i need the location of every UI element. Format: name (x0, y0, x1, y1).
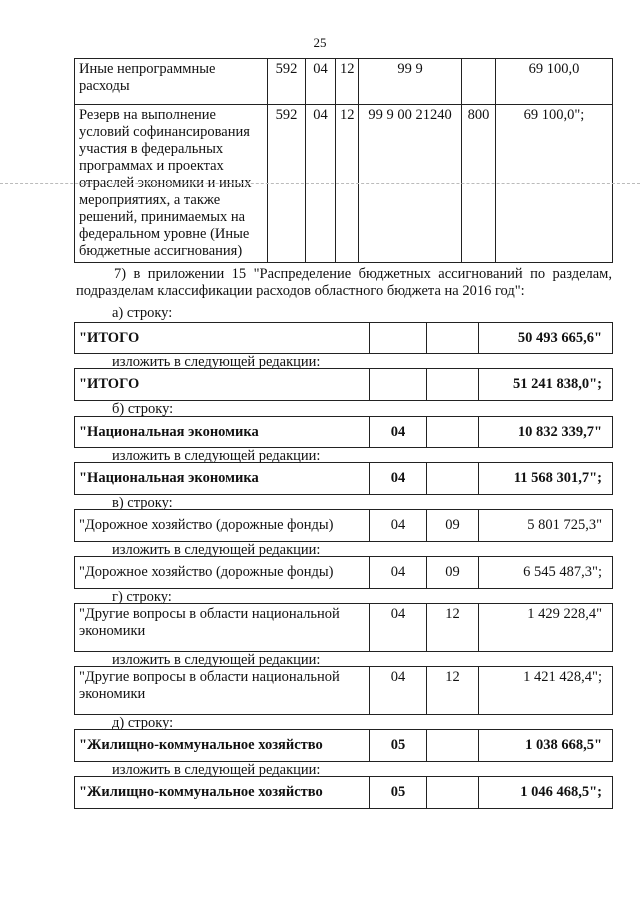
amount: 1 038 668,5" (479, 730, 613, 762)
subsection-code: 12 (427, 604, 479, 652)
row-name: Резерв на выполнение условий софинансирования участия в федеральных программах и проектах отраслей экономики и иных мероприятиях, а также решений, принимаемых на федеральном уровне (Иные бюджетные ассигнования) (75, 105, 268, 263)
ministry-code: 592 (268, 105, 306, 263)
amount: 69 100,0 (496, 59, 613, 105)
item-label: г) строку: (112, 589, 172, 605)
replace-label: изложить в следующей редакции: (112, 354, 321, 370)
amount: 10 832 339,7" (479, 417, 613, 448)
replace-label: изложить в следующей редакции: (112, 762, 321, 778)
amount: 1 429 228,4" (479, 604, 613, 652)
row-table-new (74, 666, 613, 715)
table-row (75, 59, 613, 105)
row-table-new (74, 776, 613, 809)
replace-label: изложить в следующей редакции: (112, 652, 321, 668)
row-name: Иные непрограммные расходы (75, 59, 268, 105)
top-table (74, 58, 613, 263)
section-code: 04 (370, 604, 427, 652)
amount: 6 545 487,3"; (479, 557, 613, 589)
amount: 11 568 301,7"; (479, 463, 613, 495)
amount: 51 241 838,0"; (479, 369, 613, 401)
replace-label: изложить в следующей редакции: (112, 542, 321, 558)
subsection-code (427, 777, 479, 809)
row-name: "ИТОГО (75, 369, 370, 401)
row-table-old (74, 729, 613, 762)
row-table-new (74, 462, 613, 495)
subsection-code: 12 (336, 59, 359, 105)
section-code (370, 369, 427, 401)
item-label: б) строку: (112, 401, 174, 417)
item-label: а) строку: (112, 305, 173, 321)
row-name: "Другие вопросы в области национальной экономики (75, 604, 370, 652)
page-number: 25 (313, 35, 327, 50)
section-code: 04 (306, 59, 336, 105)
row-name: "Другие вопросы в области национальной экономики (75, 667, 370, 715)
item-label: в) строку: (112, 495, 173, 511)
section-code: 04 (370, 510, 427, 542)
subsection-code (427, 323, 479, 354)
row-name: "Дорожное хозяйство (дорожные фонды) (75, 510, 370, 542)
row-table-new (74, 368, 613, 401)
row-name: "ИТОГО (75, 323, 370, 354)
section-code: 04 (306, 105, 336, 263)
amount: 1 046 468,5"; (479, 777, 613, 809)
subsection-code: 12 (427, 667, 479, 715)
row-table-old (74, 322, 613, 354)
expense-type-code (462, 59, 496, 105)
row-table-old (74, 509, 613, 542)
row-name: "Национальная экономика (75, 463, 370, 495)
amount: 1 421 428,4"; (479, 667, 613, 715)
amount: 5 801 725,3" (479, 510, 613, 542)
section-code: 04 (370, 417, 427, 448)
subsection-code (427, 730, 479, 762)
expense-type-code: 800 (462, 105, 496, 263)
row-name: "Жилищно-коммунальное хозяйство (75, 777, 370, 809)
amount: 50 493 665,6" (479, 323, 613, 354)
subsection-code (427, 463, 479, 495)
row-name: "Дорожное хозяйство (дорожные фонды) (75, 557, 370, 589)
section-code: 04 (370, 667, 427, 715)
replace-label: изложить в следующей редакции: (112, 448, 321, 464)
section-code: 05 (370, 777, 427, 809)
row-table-new (74, 556, 613, 589)
item-label: д) строку: (112, 715, 174, 731)
fold-line (0, 183, 640, 184)
section-code: 05 (370, 730, 427, 762)
subsection-code: 12 (336, 105, 359, 263)
subsection-code (427, 417, 479, 448)
subsection-code: 09 (427, 557, 479, 589)
paragraph-7: 7) в приложении 15 "Распределение бюджетных ассигнований по разделам, подразделам классификации расходов областного бюджета на 2016 год": (76, 266, 612, 299)
subsection-code: 09 (427, 510, 479, 542)
row-name: "Национальная экономика (75, 417, 370, 448)
ministry-code: 592 (268, 59, 306, 105)
row-name: "Жилищно-коммунальное хозяйство (75, 730, 370, 762)
target-code: 99 9 (359, 59, 462, 105)
row-table-old (74, 603, 613, 652)
row-table-old (74, 416, 613, 448)
subsection-code (427, 369, 479, 401)
section-code: 04 (370, 557, 427, 589)
section-code: 04 (370, 463, 427, 495)
target-code: 99 9 00 21240 (359, 105, 462, 263)
amount: 69 100,0"; (496, 105, 613, 263)
section-code (370, 323, 427, 354)
